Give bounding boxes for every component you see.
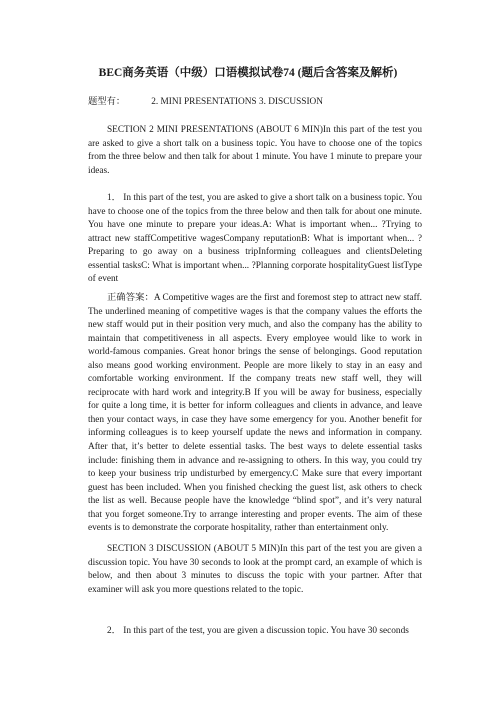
- question-1-prompt: 1． In this part of the test, you are asked to give a short talk on a business topic. You have to choose one of the topics from the three below and then talk for about one minute. You have one minute to prepare your ideas.A: What is important when... ?Trying to attract new staffCompetitive wagesCompany reputationB: What is important when... ?Preparing to go away on a business tripInforming colleagues and clientsDeleting essential tasksC: What is important when... ?Planning corporate hospitalityGuest listType of event: [88, 193, 423, 285]
- section-2-instructions: SECTION 2 MINI PRESENTATIONS (ABOUT 6 MIN)In this part of the test you are asked to give a short talk on a business topic. You have to choose one of the topics from the three below and then talk for about 1 minute. You have 1 minute to prepare your ideas.: [88, 125, 422, 176]
- document-title: BEC商务英语（中级）口语模拟试卷74 (题后含答案及解析): [98, 67, 398, 79]
- question-types-line: [88, 96, 428, 109]
- section-3-instructions: SECTION 3 DISCUSSION (ABOUT 5 MIN)In this part of the test you are given a discussion topic. You have 30 seconds to look at the prompt card, an example of which is below, and then about 3 minutes to discuss the topic with your partner. After that examiner will ask you more questions related to the topic.: [88, 544, 422, 595]
- question-1-answer: 正确答案：A Competitive wages are the first and foremost step to attract new staff. The underlined meaning of competitive wages is that the company values the efforts the new staff would put in their position very much, and also the company has the ability to maintain that competitiveness in all aspects. Every employee would like to work in world-famous companies. Great honor brings the sense of belongings. Good reputation also means good working environment. People are more likely to stay in an easy and comfortable working environment. If the company treats new staff well, they will reciprocate with hard work and integrity.B If you will be away for business, especially for quite a long time, it is better for inform colleagues and clients in advance, and leave then your contact ways, in case they have some emergency for you. Another benefit for informing colleagues is to keep yourself update the news and information in company. After that, it’s better to delete essential tasks. The best ways to delete essential tasks include: finishing them in advance and re-assigning to others. In this way, you could try to keep your business trip undisturbed by emergency.C Make sure that every important guest has been included. When you finished checking the guest list, ask others to check the list as well. Because people have the knowledge “blind spot”, and it’s very natural that you forget someone.Try to arrange interesting and proper events. The aim of these events is to demonstrate the corporate hospitality, rather than entertainment only.: [88, 293, 422, 534]
- question-types-value: 2. MINI PRESENTATIONS 3. DISCUSSION: [151, 97, 323, 107]
- question-2-prompt: 2． In this part of the test, you are given a discussion topic. You have 30 seconds: [107, 626, 409, 636]
- question-types-label: 题型有：: [88, 97, 126, 107]
